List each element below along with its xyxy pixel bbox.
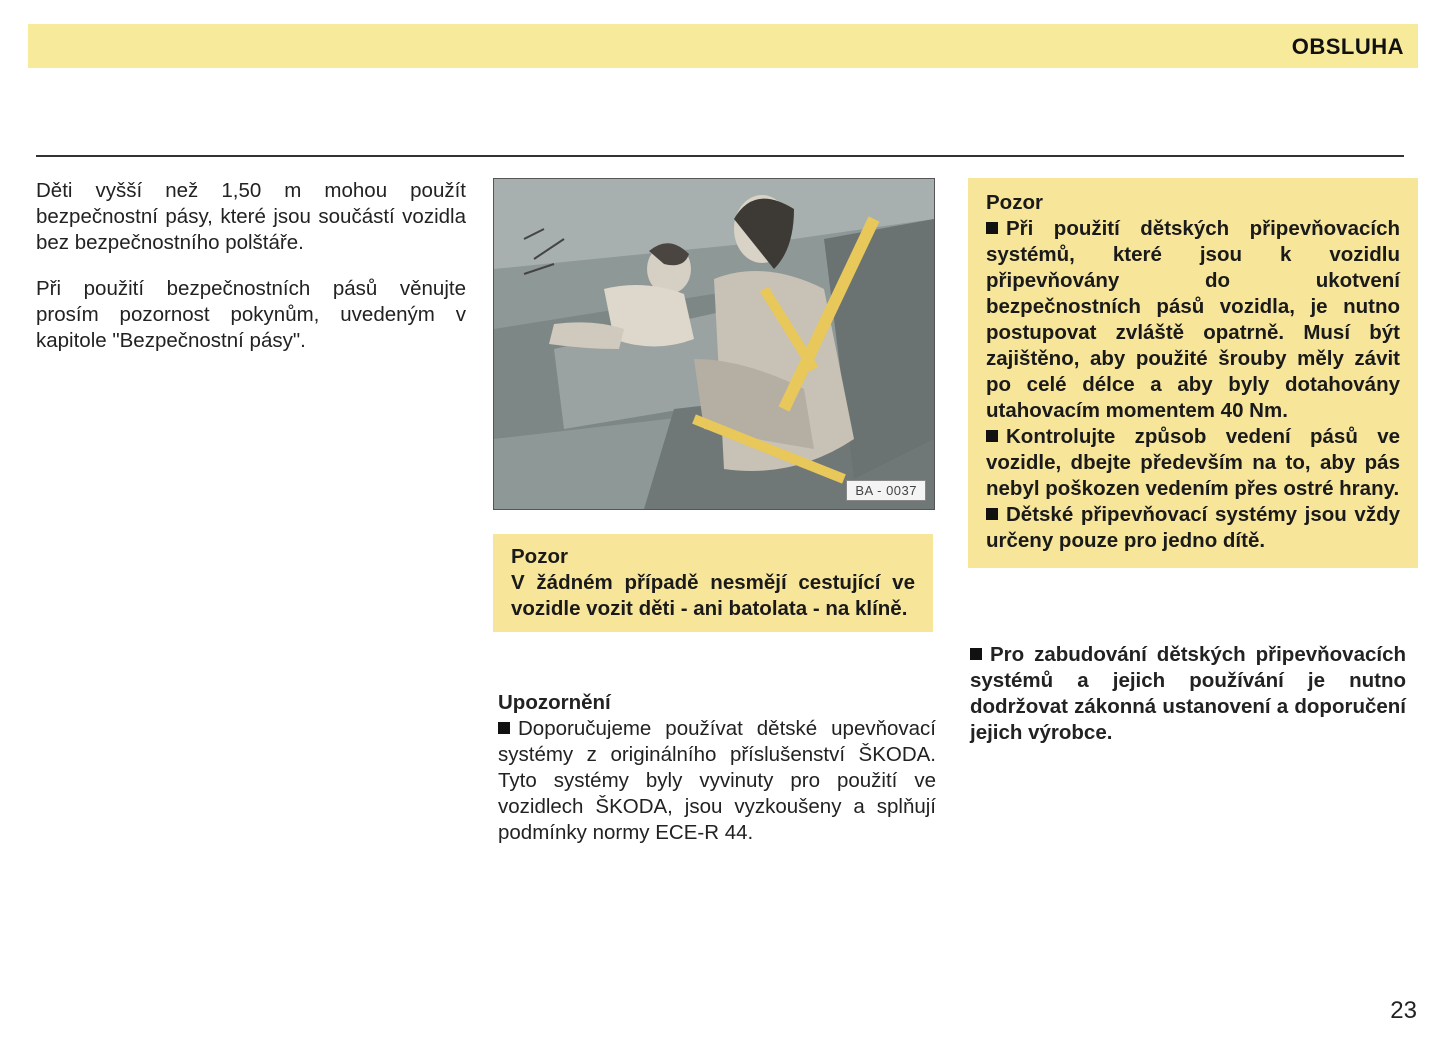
horizontal-divider [36, 155, 1404, 157]
warning-title: Pozor [511, 545, 568, 568]
warning-item-3-text: Dětské připevňovací systémy jsou vždy určeny pouze pro jedno dítě. [986, 503, 1400, 552]
section-title: OBSLUHA [1291, 34, 1404, 59]
warning-right-title: Pozor [986, 191, 1043, 214]
bullet-square-icon [986, 430, 998, 442]
left-paragraph-2: Při použití bezpečnostních pásů věnujte prosím pozornost pokynům, uvedeným v kapitole "Bezpečnostní pásy". [36, 277, 466, 352]
warning-item-2-text: Kontrolujte způsob vedení pásů ve vozidle, dbejte především na to, aby pás nebyl poškozen vedením přes ostré hrany. [986, 425, 1400, 500]
note-title: Upozornění [498, 691, 611, 714]
warning-item-3 [986, 502, 1400, 554]
illustration-drawing [494, 179, 934, 509]
left-column [36, 178, 466, 374]
bullet-square-icon [498, 722, 510, 734]
bullet-square-icon [970, 648, 982, 660]
warning-item-1-text: Při použití dětských připevňovacích systémů, které jsou k vozidlu připevňovány do ukotvení bezpečnostních pásů vozidla, je nutno postupovat zvláště opatrně. Musí být zajištěno, aby použité šrouby měly závit po celé délce a aby byly dotahovány utahovacím momentem 40 Nm. [986, 217, 1400, 422]
note-text: Doporučujeme používat dětské upevňovací systémy z originálního příslušenství ŠKODA. Tyto systémy byly vyvinuty pro použití ve vozidlech ŠKODA, jsou vyzkoušeny a splňují podmínky normy ECE-R 44. [498, 717, 936, 844]
bullet-square-icon [986, 508, 998, 520]
note-paragraph [498, 716, 936, 846]
right-column-text [970, 642, 1406, 746]
warning-text: V žádném případě nesmějí cestující ve vozidle vozit děti - ani batolata - na klíně. [511, 571, 915, 620]
figure-code-label: BA - 0037 [846, 480, 926, 501]
bullet-square-icon [986, 222, 998, 234]
note-section [498, 690, 936, 846]
illustration-child-on-lap [493, 178, 935, 510]
section-header-bar [28, 24, 1418, 68]
warning-box-lap [493, 534, 933, 632]
warning-item-2 [986, 424, 1400, 502]
right-column-paragraph: Pro zabudování dětských připevňovacích systémů a jejich používání je nutno dodržovat zákonná ustanovení a doporučení jejich výrobce. [970, 643, 1406, 744]
page-number: 23 [1390, 997, 1417, 1024]
left-paragraph-1: Děti vyšší než 1,50 m mohou použít bezpečnostní pásy, které jsou součástí vozidla bez bezpečnostního polštáře. [36, 179, 466, 254]
warning-item-1 [986, 216, 1400, 424]
warning-box-fastening [968, 178, 1418, 568]
